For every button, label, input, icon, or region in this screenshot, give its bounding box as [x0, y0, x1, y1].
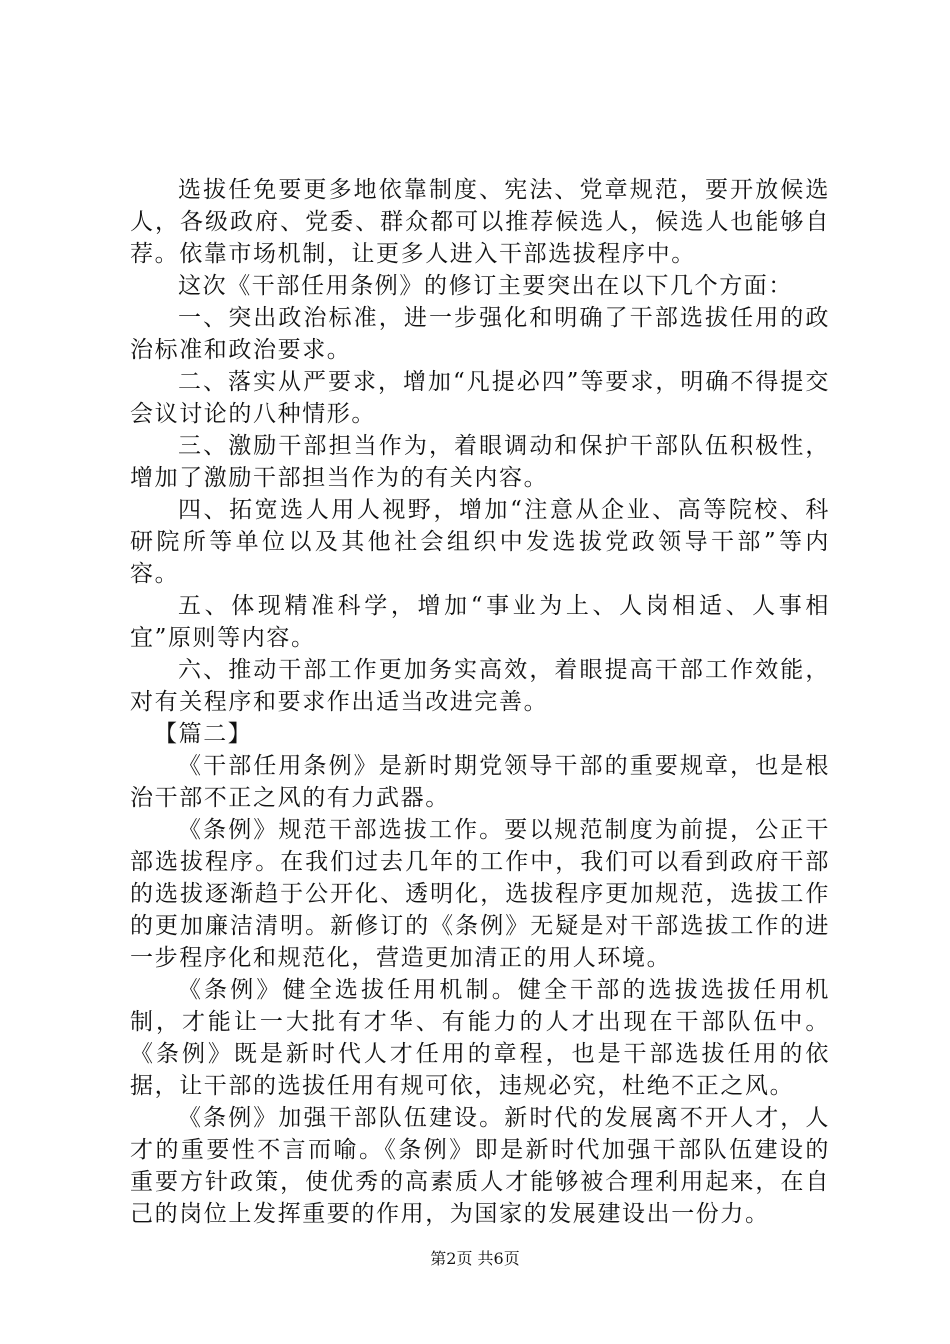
paragraph-strengthen-team: 《条例》加强干部队伍建设。新时代的发展离不开人才，人才的重要性不言而喻。《条例》即是新时代加强干部队伍建设的重要方针政策，使优秀的高素质人才能够被合理利用起来，在自己的岗位上发挥重要的作用，为国家的发展建设出一份力。	[130, 1105, 830, 1227]
paragraph-point-four: 四、拓宽选人用人视野，增加“注意从企业、高等院校、科研院所等单位以及其他社会组织中发选拔党政领导干部”等内容。	[130, 497, 830, 587]
paragraph-point-five: 五、体现精准科学，增加“事业为上、人岗相适、人事相宜”原则等内容。	[130, 593, 830, 651]
paragraph-point-three: 三、激励干部担当作为，着眼调动和保护干部队伍积极性，增加了激励干部担当作为的有关内容。	[130, 433, 830, 491]
paragraph-selection-appointment: 选拔任免要更多地依靠制度、宪法、党章规范，要开放候选人，各级政府、党委、群众都可以推荐候选人，候选人也能够自荐。依靠市场机制，让更多人进入干部选拔程序中。	[130, 177, 830, 267]
paragraph-point-two: 二、落实从严要求，增加“凡提必四”等要求，明确不得提交会议讨论的八种情形。	[130, 369, 830, 427]
paragraph-revision-intro: 这次《干部任用条例》的修订主要突出在以下几个方面：	[178, 273, 793, 299]
document-body	[130, 174, 830, 1230]
paragraph-regulate-selection: 《条例》规范干部选拔工作。要以规范制度为前提，公正干部选拔程序。在我们过去几年的工作中，我们可以看到政府干部的选拔逐渐趋于公开化、透明化，选拔程序更加规范，选拔工作的更加廉洁清明。新修订的《条例》无疑是对干部选拔工作的进一步程序化和规范化，营造更加清正的用人环境。	[130, 817, 830, 971]
paragraph-improve-mechanism: 《条例》健全选拔任用机制。健全干部的选拔选拔任用机制，才能让一大批有才华、有能力的人才出现在干部队伍中。《条例》既是新时代人才任用的章程，也是干部选拔任用的依据，让干部的选拔任用有规可依，违规必究，杜绝不正之风。	[130, 977, 830, 1099]
page-number-footer: 第2页 共6页	[430, 1249, 520, 1268]
section-heading-part-two: 【篇二】	[154, 721, 253, 747]
paragraph-point-one: 一、突出政治标准，进一步强化和明确了干部选拔任用的政治标准和政治要求。	[130, 305, 830, 363]
paragraph-regulation-importance: 《干部任用条例》是新时期党领导干部的重要规章，也是根治干部不正之风的有力武器。	[130, 753, 830, 811]
paragraph-point-six: 六、推动干部工作更加务实高效，着眼提高干部工作效能，对有关程序和要求作出适当改进完善。	[130, 657, 830, 715]
